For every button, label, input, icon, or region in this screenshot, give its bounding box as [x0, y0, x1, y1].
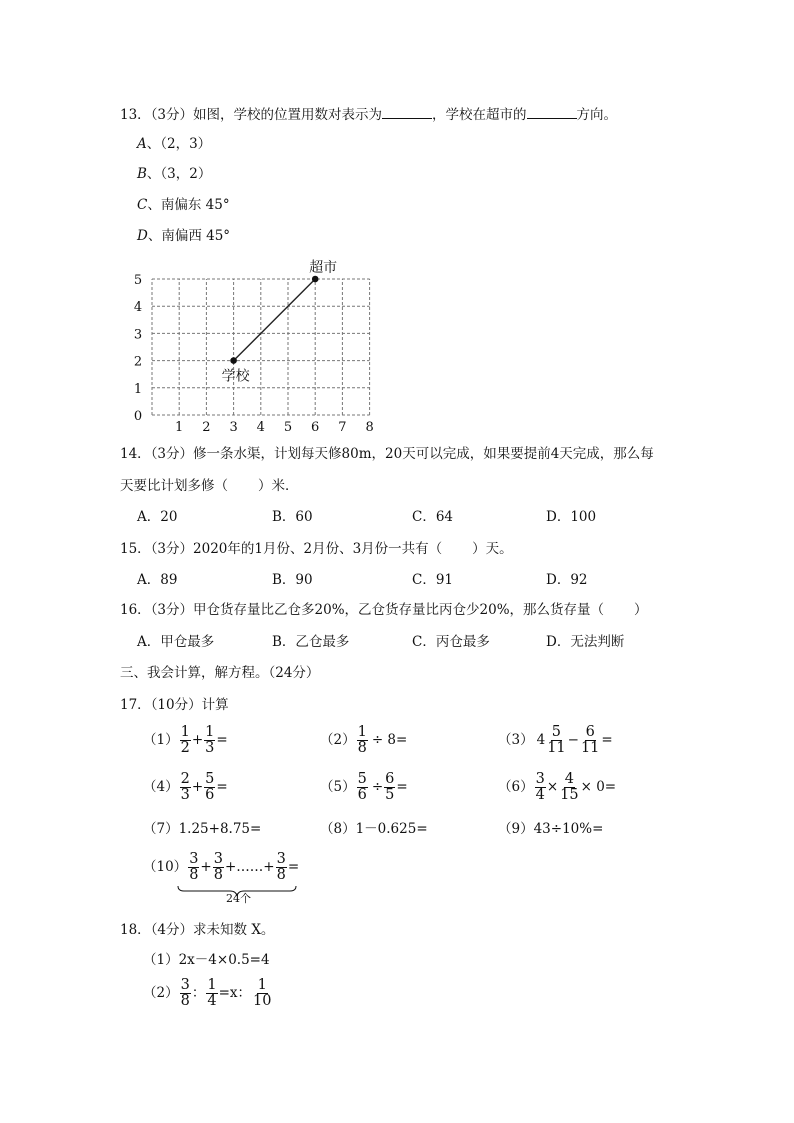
- q16-option-d[interactable]: D．无法判断: [546, 634, 625, 650]
- q13-stem: 13．（3分）如图，学校的位置用数对表示为 ，学校在超市的 方向。: [120, 107, 618, 123]
- q14-option-d[interactable]: D．100: [546, 509, 597, 525]
- q13-blank-2[interactable]: [527, 106, 577, 119]
- q15-option-a[interactable]: A．89: [137, 572, 178, 588]
- x-tick-label: 6: [311, 420, 320, 435]
- x-tick-label: 4: [256, 420, 265, 435]
- q17-item-4: （4） $\frac{2}{3}$ + $\frac{5}{6}$ =: [143, 771, 228, 804]
- q14-stem-line2: 天要比计划多修（ ）米．: [120, 478, 299, 494]
- q15-option-c[interactable]: C．91: [412, 572, 454, 588]
- x-tick-label: 7: [338, 420, 347, 435]
- q14-option-a[interactable]: A．20: [137, 509, 178, 525]
- q17-item-2: （2） $\frac{1}{8}$ ÷ 8 =: [320, 724, 408, 757]
- y-tick-label: 3: [133, 327, 143, 343]
- x-tick-label: 5: [283, 420, 293, 435]
- q17-item-3: （3） 4 $\frac{5}{11}$ − $\frac{6}{11}$ =: [498, 724, 613, 757]
- q17-item-8: （8）1－0.625=: [320, 821, 428, 837]
- y-tick-label: 2: [133, 354, 143, 370]
- q17-item-9: （9）43÷10%=: [498, 821, 604, 837]
- y-tick-label: 0: [133, 409, 143, 424]
- connector-line: [234, 279, 316, 361]
- q18-stem: 18．（4分）求未知数 X。: [120, 922, 275, 938]
- q17-item-7: （7）1.25+8.75=: [143, 821, 262, 837]
- q15-stem: 15．（3分）2020年的1月份、2月份、3月份一共有（ ）天。: [120, 541, 513, 557]
- q13-option-c[interactable]: C、南偏东 45°: [137, 197, 230, 213]
- q15-option-d[interactable]: D．92: [546, 572, 588, 588]
- q16-option-a[interactable]: A．甲仓最多: [137, 634, 215, 650]
- q13-option-d[interactable]: D、南偏西 45°: [137, 228, 231, 244]
- y-tick-label: 1: [133, 381, 143, 397]
- q17-brace-label: 24个: [226, 892, 251, 905]
- q17-stem: 17．（10分）计算: [120, 697, 229, 713]
- q17-item-5: （5） $\frac{5}{6}$ ÷ $\frac{6}{5}$ =: [320, 771, 408, 804]
- q16-stem: 16．（3分）甲仓货存量比乙仓多20%，乙仓货存量比丙仓少20%，那么货存量（ ）: [120, 602, 648, 618]
- q16-option-c[interactable]: C．丙仓最多: [412, 634, 490, 650]
- q15-option-b[interactable]: B．90: [272, 572, 313, 588]
- y-tick-label: 5: [133, 273, 143, 288]
- q16-option-b[interactable]: B．乙仓最多: [272, 634, 350, 650]
- q13-option-a[interactable]: A、（2，3）: [137, 136, 212, 152]
- point-dot: [312, 276, 319, 283]
- x-tick-label: 3: [229, 420, 238, 435]
- x-tick-label: 2: [202, 420, 211, 435]
- point-label: 学校: [221, 368, 250, 385]
- section-3-heading: 三、我会计算，解方程。（24分）: [120, 665, 320, 681]
- point-dot: [230, 357, 237, 364]
- q17-item-10: （10） $\frac{3}{8}$ + $\frac{3}{8}$ + …… + $\frac{3}{8}$ =: [143, 851, 300, 884]
- q17-item-1: （1） $\frac{1}{2}$ + $\frac{1}{3}$ =: [143, 724, 228, 757]
- coordinate-grid: [120, 255, 390, 440]
- x-tick-label: 1: [175, 420, 184, 435]
- point-label: 超市: [309, 260, 338, 276]
- q18-item-2: （2） $\frac{3}{8}$ ： $\frac{1}{4}$ =x： $\frac{1}{10}$: [143, 977, 272, 1010]
- y-tick-label: 4: [133, 300, 143, 316]
- q18-item-1: （1）2x－4×0.5=4: [143, 952, 270, 968]
- q14-option-c[interactable]: C．64: [412, 509, 454, 525]
- q13-blank-1[interactable]: [382, 106, 432, 119]
- x-tick-label: 8: [365, 420, 374, 435]
- q17-item-6: （6） $\frac{3}{4}$ × $\frac{4}{15}$ × 0=: [498, 771, 617, 804]
- q14-option-b[interactable]: B．60: [272, 509, 313, 525]
- q13-option-b[interactable]: B、（3，2）: [137, 166, 212, 182]
- q14-stem: 14．（3分）修一条水渠，计划每天修80m，20天可以完成，如果要提前4天完成，那么每: [120, 446, 654, 462]
